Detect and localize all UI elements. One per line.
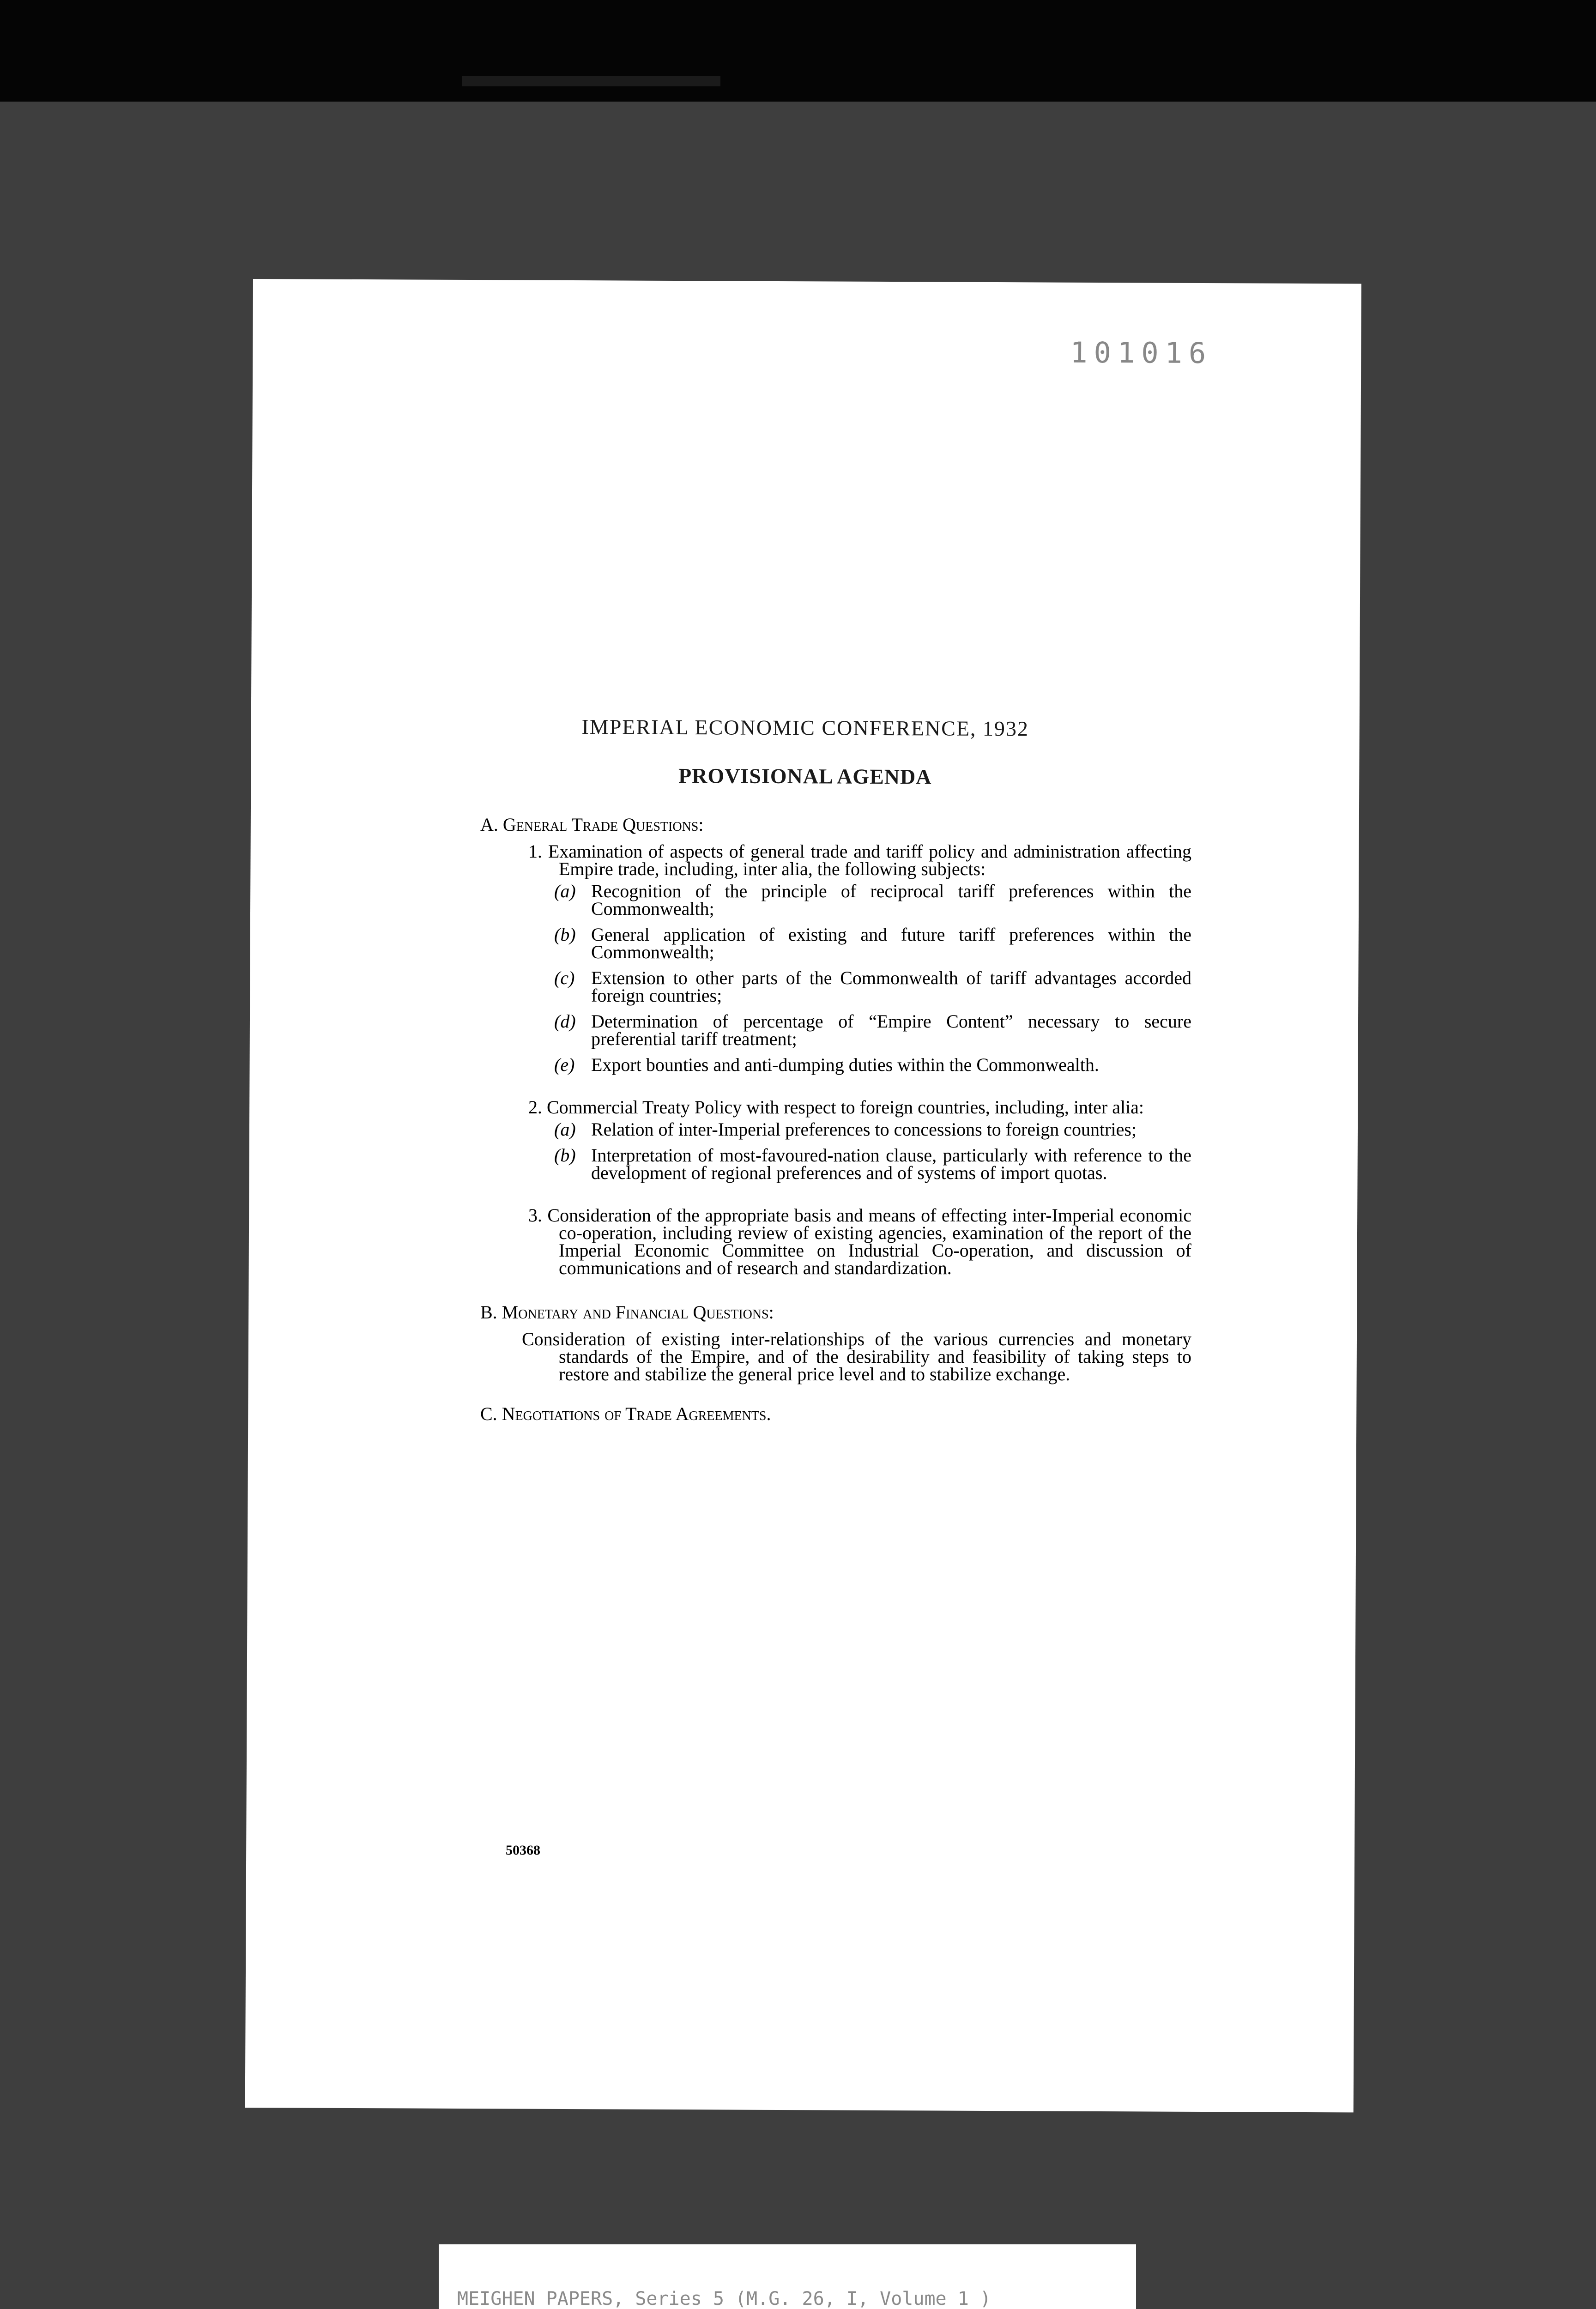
subitem-label: (e) bbox=[554, 1054, 575, 1075]
subitem-label: (d) bbox=[554, 1011, 576, 1032]
item-1-subitems bbox=[554, 882, 1191, 1074]
subitem-label: (b) bbox=[554, 1145, 576, 1166]
section-b-text: Consideration of existing inter-relationships of the various currencies and monetary standards of the Empire, and of the desirability and feasibility of taking steps to restore and stabilize the general price level and to stabilize exchange. bbox=[522, 1329, 1191, 1384]
item-3: 3. Consideration of the appropriate basis and means of effecting inter-Imperial economic co-operation, including review of existing agencies, examination of the report of the Imperial Economic Committee on Industrial Co-operation, and discussion of communications and of research and standardization. bbox=[528, 1205, 1191, 1278]
conference-title: IMPERIAL ECONOMIC CONFERENCE, 1932 bbox=[581, 715, 1029, 741]
item-2: 2. Commercial Treaty Policy with respect to foreign countries, including, inter alia: bbox=[528, 1097, 1144, 1118]
section-a-heading: A. General Trade Questions: bbox=[480, 814, 704, 835]
top-paper-scrap bbox=[462, 76, 720, 86]
subitem-label: (a) bbox=[554, 881, 576, 901]
list-item bbox=[554, 1147, 1191, 1182]
stamp-number: 101016 bbox=[1070, 335, 1213, 370]
section-c-heading: C. Negotiations of Trade Agreements. bbox=[480, 1403, 771, 1424]
subitem-label: (a) bbox=[554, 1119, 576, 1140]
subitem-text: General application of existing and future tariff preferences within the Commonwealth; bbox=[591, 924, 1191, 962]
subitem-label: (b) bbox=[554, 924, 576, 945]
subitem-text: Export bounties and anti-dumping duties within the Commonwealth. bbox=[591, 1054, 1099, 1075]
agenda-body bbox=[480, 810, 1191, 1432]
list-item bbox=[554, 969, 1191, 1004]
subitem-text: Recognition of the principle of reciprocal tariff preferences within the Commonwealth; bbox=[591, 881, 1191, 919]
subitem-text: Interpretation of most-favoured-nation clause, particularly with reference to the development of regional preferences and of systems of import quotas. bbox=[591, 1145, 1191, 1183]
item-1: 1. Examination of aspects of general trade and tariff policy and administration affecting Empire trade, including, inter alia, the following subjects: bbox=[528, 841, 1191, 879]
print-code: 50368 bbox=[506, 1843, 540, 1858]
spacer bbox=[480, 1190, 1191, 1207]
list-item bbox=[554, 926, 1191, 961]
series-label: MEIGHEN PAPERS, Series 5 (M.G. 26, I, Volume 1 ) bbox=[457, 2288, 991, 2309]
spacer bbox=[480, 1383, 1191, 1400]
list-item bbox=[554, 1056, 1191, 1074]
spacer bbox=[480, 1281, 1191, 1298]
subitem-text: Determination of percentage of “Empire Content” necessary to secure preferential tariff treatment; bbox=[591, 1011, 1191, 1049]
list-item bbox=[554, 882, 1191, 918]
subitem-text: Extension to other parts of the Commonwealth of tariff advantages accorded foreign countries; bbox=[591, 967, 1191, 1006]
section-b-heading: B. Monetary and Financial Questions: bbox=[480, 1302, 774, 1323]
subitem-label: (c) bbox=[554, 967, 575, 988]
agenda-title: PROVISIONAL AGENDA bbox=[678, 764, 932, 789]
list-item bbox=[554, 1121, 1191, 1138]
item-2-subitems bbox=[554, 1121, 1191, 1182]
spacer bbox=[480, 1082, 1191, 1099]
subitem-text: Relation of inter-Imperial preferences to concessions to foreign countries; bbox=[591, 1119, 1137, 1140]
list-item bbox=[554, 1013, 1191, 1048]
